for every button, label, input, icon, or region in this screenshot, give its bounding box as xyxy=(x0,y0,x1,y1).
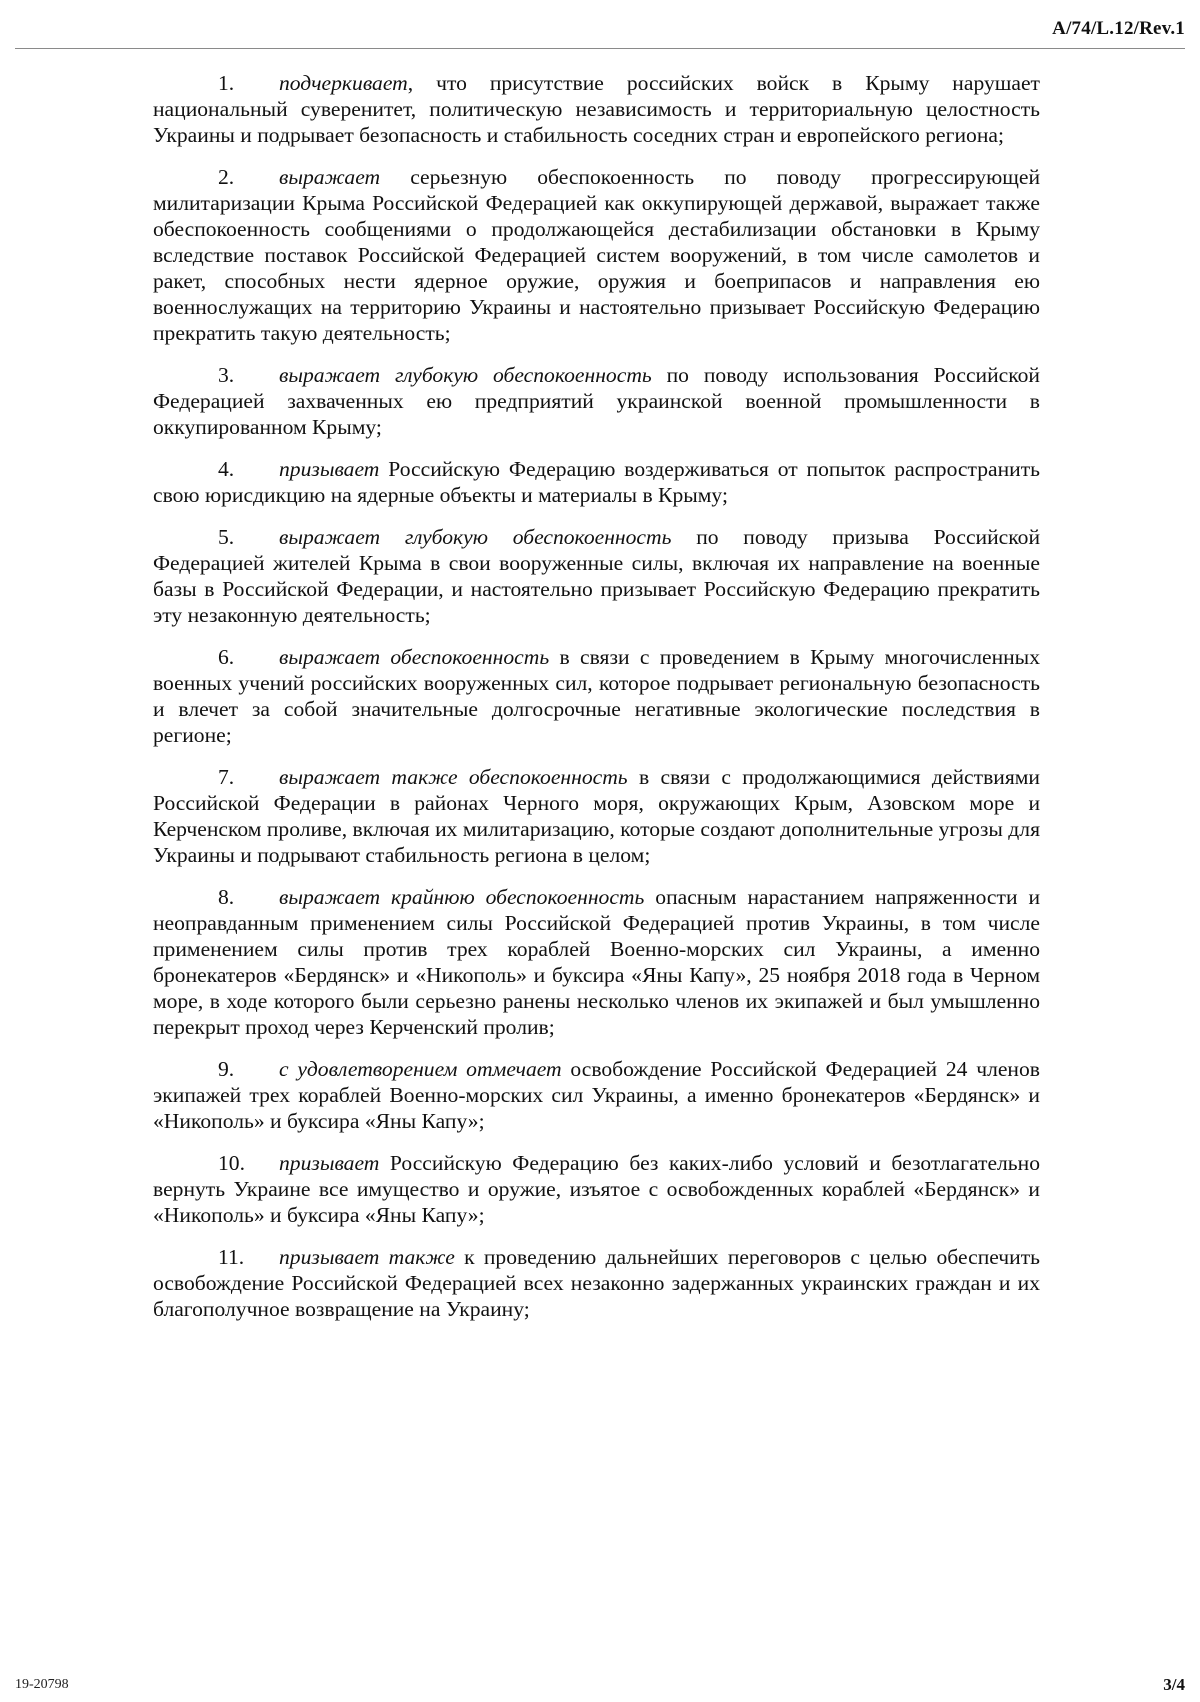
paragraph-text: опасным нарастанием напряженности и неоправданным применением силы Российской Федерацией против Украины, в том числе применением силы против трех кораблей Военно-морских сил Украины, а именно бронекатеров «Бердянск» и «Никополь» и буксира «Яны Капу», 25 ноября 2018 года в Черном море, в ходе которого были серьезно ранены несколько членов их экипажей и был умышленно перекрыт проход через Керченский пролив; xyxy=(153,885,1040,1039)
paragraph-4 xyxy=(153,456,1040,508)
operative-phrase: с удовлетворением отмечает xyxy=(279,1057,562,1081)
paragraph-text: по поводу призыва Российской Федерацией жителей Крыма в свои вооруженные силы, включая их направление на военные базы в Российской Федерации, и настоятельно призывает Российскую Федерацию прекратить эту незаконную деятельность; xyxy=(153,525,1040,627)
operative-phrase: призывает xyxy=(279,1151,380,1175)
paragraph-number: 1. xyxy=(218,71,235,95)
paragraph-8 xyxy=(153,884,1040,1040)
operative-phrase: выражает глубокую обеспокоенность xyxy=(279,525,672,549)
paragraph-number: 5. xyxy=(218,525,235,549)
operative-phrase: призывает xyxy=(279,457,380,481)
paragraph-text: освобождение Российской Федерацией 24 членов экипажей трех кораблей Военно-морских сил Украины, а именно бронекатеров «Бердянск» и «Никополь» и буксира «Яны Капу»; xyxy=(153,1057,1040,1133)
paragraph-text: в связи с продолжающимися действиями Российской Федерации в районах Черного моря, окружающих Крым, Азовском море и Керченском проливе, включая их милитаризацию, которые создают дополнительные угрозы для Украины и подрывают стабильность региона в целом; xyxy=(153,765,1040,867)
paragraph-3 xyxy=(153,362,1040,440)
operative-phrase: призывает также xyxy=(279,1245,455,1269)
page-header xyxy=(15,0,1185,49)
paragraph-text: Российскую Федерацию воздерживаться от попыток распространить свою юрисдикцию на ядерные объекты и материалы в Крыму; xyxy=(153,457,1040,507)
paragraph-text: Российскую Федерацию без каких-либо условий и безотлагательно вернуть Украине все имущество и оружие, изъятое с освобожденных кораблей «Бердянск» и «Никополь» и буксира «Яны Капу»; xyxy=(153,1151,1040,1227)
paragraph-text: серьезную обеспокоенность по поводу прогрессирующей милитаризации Крыма Российской Федерацией как оккупирующей державой, выражает также обеспокоенность сообщениями о продолжающейся дестабилизации обстановки в Крыму вследствие поставок Российской Федерацией систем вооружений, в том числе самолетов и ракет, способных нести ядерное оружие, оружия и боеприпасов и направления ею военнослужащих на территорию Украины и настоятельно призывает Российскую Федерацию прекратить такую деятельность; xyxy=(153,165,1040,345)
paragraph-9 xyxy=(153,1056,1040,1134)
operative-phrase: выражает также обеспокоенность xyxy=(279,765,628,789)
operative-phrase: подчеркивает xyxy=(279,71,408,95)
paragraph-10 xyxy=(153,1150,1040,1228)
paragraph-2 xyxy=(153,164,1040,346)
paragraph-text: в связи с проведением в Крыму многочисленных военных учений российских вооруженных сил, которое подрывает региональную безопасность и влечет за собой значительные долгосрочные негативные экологические последствия в регионе; xyxy=(153,645,1040,747)
paragraph-6 xyxy=(153,644,1040,748)
page-footer xyxy=(15,1677,1185,1699)
job-number: 19-20798 xyxy=(15,1677,69,1692)
paragraph-number: 10. xyxy=(218,1151,245,1175)
paragraph-11 xyxy=(153,1244,1040,1322)
document-symbol: A/74/L.12/Rev.1 xyxy=(1052,18,1185,39)
operative-phrase: выражает крайнюю обеспокоенность xyxy=(279,885,645,909)
operative-phrase: выражает xyxy=(279,165,381,189)
paragraph-number: 8. xyxy=(218,885,235,909)
paragraph-text: к проведению дальнейших переговоров с целью обеспечить освобождение Российской Федерацией всех незаконно задержанных украинских граждан и их благополучное возвращение на Украину; xyxy=(153,1245,1040,1321)
operative-phrase: выражает глубокую обеспокоенность xyxy=(279,363,652,387)
paragraph-1 xyxy=(153,70,1040,148)
paragraph-number: 6. xyxy=(218,645,235,669)
operative-phrase: выражает обеспокоенность xyxy=(279,645,550,669)
paragraph-number: 7. xyxy=(218,765,235,789)
paragraph-text: по поводу использования Российской Федерацией захваченных ею предприятий украинской военной промышленности в оккупированном Крыму; xyxy=(153,363,1040,439)
paragraph-number: 11. xyxy=(218,1245,245,1269)
paragraph-number: 3. xyxy=(218,363,235,387)
paragraph-5 xyxy=(153,524,1040,628)
paragraph-text: , что присутствие российских войск в Крыму нарушает национальный суверенитет, политическую независимость и территориальную целостность Украины и подрывает безопасность и стабильность соседних стран и европейского региона; xyxy=(153,71,1040,147)
paragraph-7 xyxy=(153,764,1040,868)
document-body xyxy=(153,70,1040,1338)
page-number: 3/4 xyxy=(1163,1675,1185,1694)
paragraph-number: 4. xyxy=(218,457,235,481)
paragraph-number: 9. xyxy=(218,1057,235,1081)
paragraph-number: 2. xyxy=(218,165,235,189)
